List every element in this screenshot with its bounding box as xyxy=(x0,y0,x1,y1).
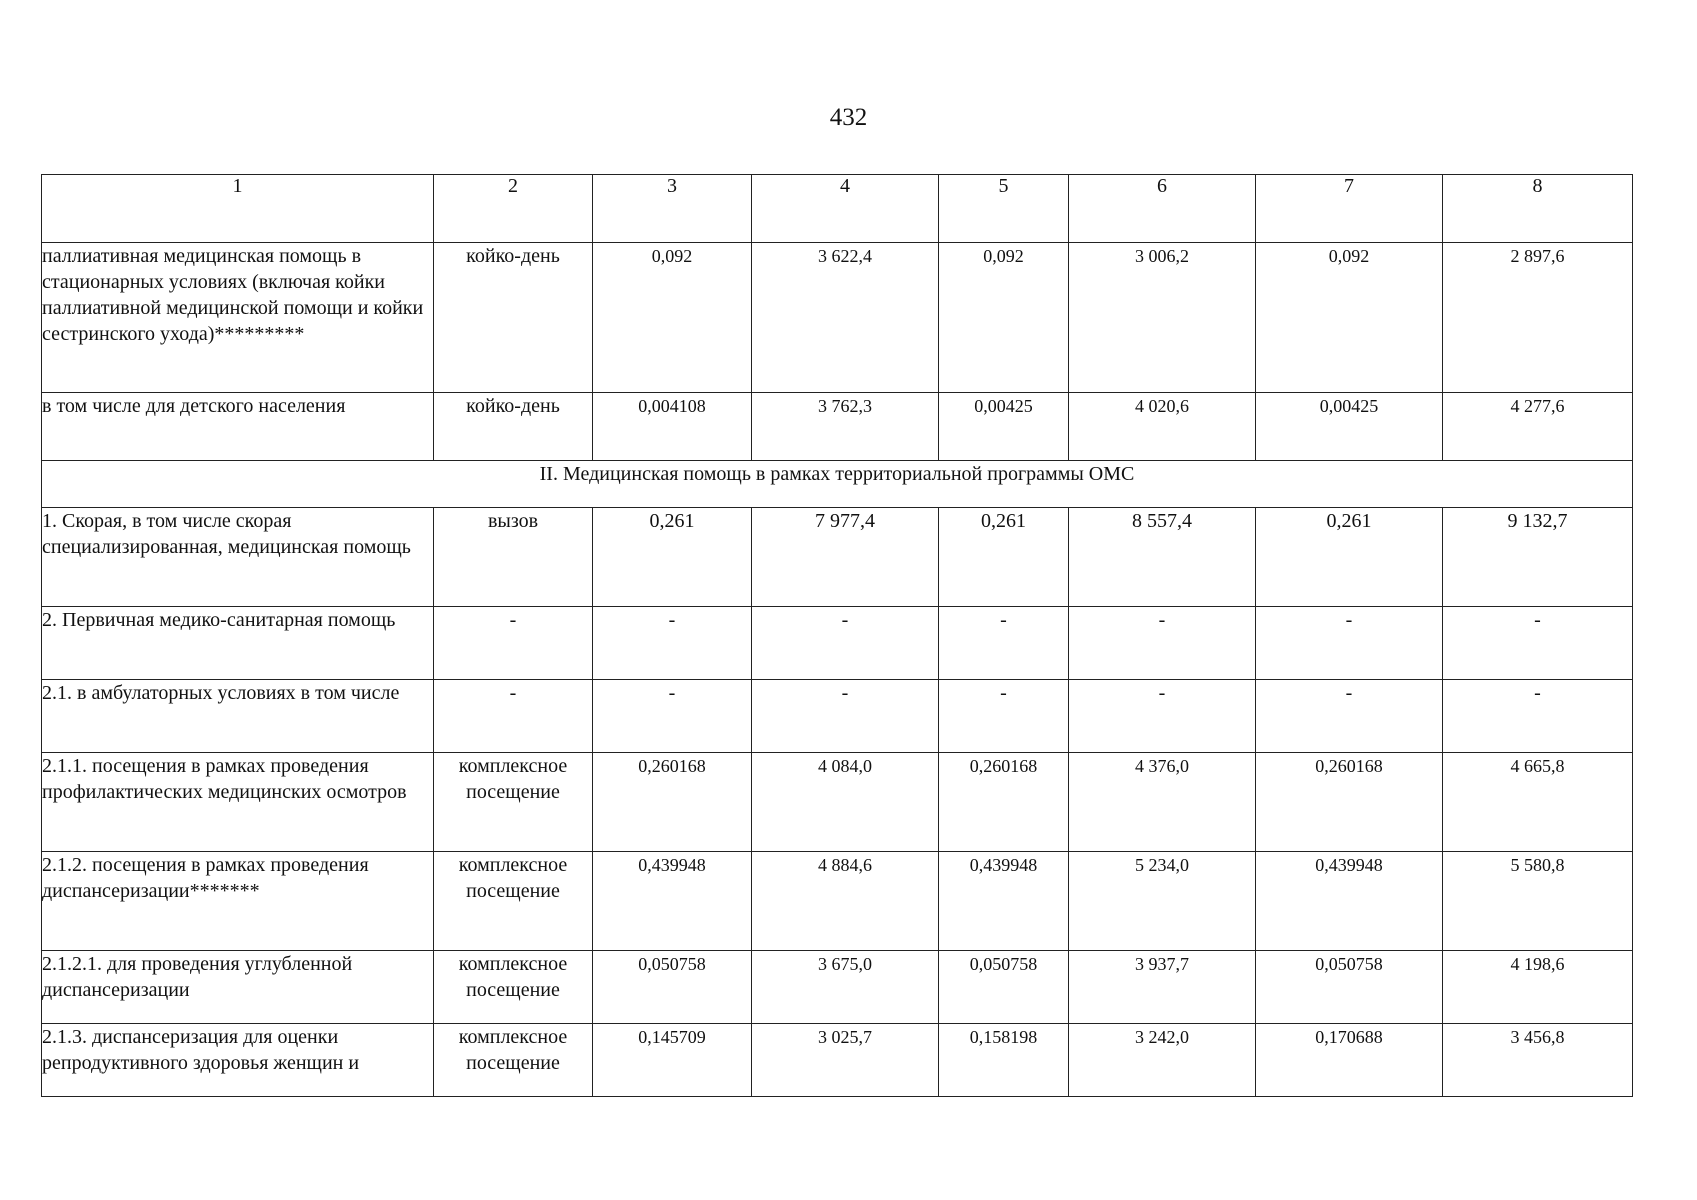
value-cell: 0,050758 xyxy=(939,951,1069,1024)
value-cell: 3 006,2 xyxy=(1069,243,1256,393)
value-cell: 0,260168 xyxy=(939,753,1069,852)
value-cell: 0,145709 xyxy=(593,1024,752,1097)
header-cell: 7 xyxy=(1256,175,1443,243)
table-header-row xyxy=(42,175,1633,243)
value-cell: 4 376,0 xyxy=(1069,753,1256,852)
table-row xyxy=(42,680,1633,753)
value-cell: 5 234,0 xyxy=(1069,852,1256,951)
row-unit: - xyxy=(434,607,593,680)
value-cell: 5 580,8 xyxy=(1443,852,1633,951)
value-cell: - xyxy=(1069,680,1256,753)
value-cell: 3 675,0 xyxy=(752,951,939,1024)
value-cell: 3 242,0 xyxy=(1069,1024,1256,1097)
value-cell: 3 762,3 xyxy=(752,393,939,461)
value-cell: 0,00425 xyxy=(1256,393,1443,461)
value-cell: - xyxy=(752,607,939,680)
value-cell: 0,261 xyxy=(593,508,752,607)
table-row xyxy=(42,951,1633,1024)
value-cell: - xyxy=(939,607,1069,680)
value-cell: 0,092 xyxy=(939,243,1069,393)
value-cell: 7 977,4 xyxy=(752,508,939,607)
table-row xyxy=(42,607,1633,680)
value-cell: 0,092 xyxy=(593,243,752,393)
row-unit: комплексное посещение xyxy=(434,753,593,852)
value-cell: - xyxy=(1443,607,1633,680)
table-row xyxy=(42,1024,1633,1097)
section-title: II. Медицинская помощь в рамках территориальной программы ОМС xyxy=(42,461,1633,508)
table-row xyxy=(42,243,1633,393)
row-unit: комплексное посещение xyxy=(434,852,593,951)
row-name: 2.1.2. посещения в рамках проведения диспансеризации******* xyxy=(42,852,434,951)
value-cell: 4 084,0 xyxy=(752,753,939,852)
value-cell: 2 897,6 xyxy=(1443,243,1633,393)
value-cell: 9 132,7 xyxy=(1443,508,1633,607)
value-cell: - xyxy=(1443,680,1633,753)
row-unit: вызов xyxy=(434,508,593,607)
header-cell: 3 xyxy=(593,175,752,243)
row-name: 1. Скорая, в том числе скорая специализированная, медицинская помощь xyxy=(42,508,434,607)
row-name: 2.1.2.1. для проведения углубленной диспансеризации xyxy=(42,951,434,1024)
page-number: 432 xyxy=(829,104,868,131)
section-row xyxy=(42,461,1633,508)
value-cell: 0,260168 xyxy=(1256,753,1443,852)
value-cell: - xyxy=(1256,607,1443,680)
header-cell: 4 xyxy=(752,175,939,243)
value-cell: 4 884,6 xyxy=(752,852,939,951)
value-cell: 0,439948 xyxy=(939,852,1069,951)
value-cell: 0,158198 xyxy=(939,1024,1069,1097)
row-name: 2. Первичная медико-санитарная помощь xyxy=(42,607,434,680)
value-cell: 0,050758 xyxy=(1256,951,1443,1024)
value-cell: 0,092 xyxy=(1256,243,1443,393)
value-cell: 0,261 xyxy=(939,508,1069,607)
row-unit: комплексное посещение xyxy=(434,1024,593,1097)
value-cell: 0,261 xyxy=(1256,508,1443,607)
row-name: паллиативная медицинская помощь в стационарных условиях (включая койки паллиативной медицинской помощи и койки сестринского ухода)********* xyxy=(42,243,434,393)
value-cell: - xyxy=(939,680,1069,753)
value-cell: 4 198,6 xyxy=(1443,951,1633,1024)
value-cell: 0,050758 xyxy=(593,951,752,1024)
table-row xyxy=(42,508,1633,607)
value-cell: 4 277,6 xyxy=(1443,393,1633,461)
header-cell: 1 xyxy=(42,175,434,243)
value-cell: - xyxy=(1069,607,1256,680)
row-name: в том числе для детского населения xyxy=(42,393,434,461)
value-cell: - xyxy=(1256,680,1443,753)
value-cell: 4 020,6 xyxy=(1069,393,1256,461)
header-cell: 8 xyxy=(1443,175,1633,243)
value-cell: 0,004108 xyxy=(593,393,752,461)
value-cell: 0,00425 xyxy=(939,393,1069,461)
header-cell: 5 xyxy=(939,175,1069,243)
table-row xyxy=(42,852,1633,951)
value-cell: 0,439948 xyxy=(1256,852,1443,951)
header-cell: 6 xyxy=(1069,175,1256,243)
value-cell: - xyxy=(752,680,939,753)
row-unit: койко-день xyxy=(434,393,593,461)
value-cell: 4 665,8 xyxy=(1443,753,1633,852)
value-cell: 3 622,4 xyxy=(752,243,939,393)
table-row xyxy=(42,753,1633,852)
row-unit: койко-день xyxy=(434,243,593,393)
table-row xyxy=(42,393,1633,461)
value-cell: 8 557,4 xyxy=(1069,508,1256,607)
row-unit: комплексное посещение xyxy=(434,951,593,1024)
value-cell: 3 937,7 xyxy=(1069,951,1256,1024)
row-name: 2.1.3. диспансеризация для оценки репродуктивного здоровья женщин и xyxy=(42,1024,434,1097)
header-cell: 2 xyxy=(434,175,593,243)
value-cell: 0,439948 xyxy=(593,852,752,951)
value-cell: - xyxy=(593,680,752,753)
row-name: 2.1.1. посещения в рамках проведения профилактических медицинских осмотров xyxy=(42,753,434,852)
row-name: 2.1. в амбулаторных условиях в том числе xyxy=(42,680,434,753)
value-cell: 0,170688 xyxy=(1256,1024,1443,1097)
row-unit: - xyxy=(434,680,593,753)
value-cell: - xyxy=(593,607,752,680)
value-cell: 3 025,7 xyxy=(752,1024,939,1097)
value-cell: 3 456,8 xyxy=(1443,1024,1633,1097)
data-table xyxy=(41,174,1633,1097)
value-cell: 0,260168 xyxy=(593,753,752,852)
